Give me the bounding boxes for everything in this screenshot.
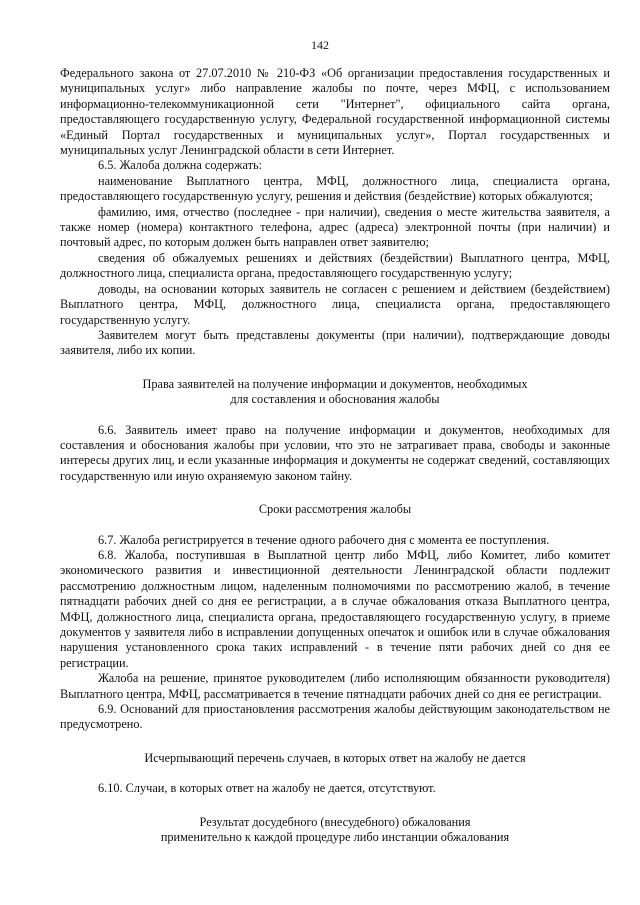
paragraph-list-item: наименование Выплатного центра, МФЦ, должностного лица, специалиста органа, предоставляющего государственную услугу, решения и действия (бездействие) которых обжалуются;: [60, 173, 610, 204]
paragraph-6-10: 6.10. Случаи, в которых ответ на жалобу не дается, отсутствуют.: [98, 781, 436, 796]
paragraph-list-item: доводы, на основании которых заявитель не согласен с решением и действием (бездействием) Выплатного центра, МФЦ, должностного лица, специалиста органа, предоставляющего государственную услугу.: [60, 281, 610, 327]
paragraph-6-8: 6.8. Жалоба, поступившая в Выплатной центр либо МФЦ, либо Комитет, либо комитет экономического развития и инвестиционной деятельности Ленинградской области подлежит рассмотрению должностным лицом, наделенным полномочиями по рассмотрению жалоб, в течение пятнадцати рабочих дней со дня ее регистрации, а в случае обжалования отказа Выплатного центра, МФЦ, должностного лица, специалиста органа, предоставляющего государственную услугу, в приеме документов у заявителя либо в исправлении допущенных опечаток и ошибок или в случае обжалования нарушения установленного срока таких исправлений - в течение пяти рабочих дней со дня ее регистрации.: [60, 547, 610, 670]
section-heading-terms: Сроки рассмотрения жалобы: [258, 502, 412, 517]
paragraph-documents: Заявителем могут быть представлены документы (при наличии), подтверждающие доводы заявителя, либо их копии.: [60, 327, 610, 358]
heading-line: Результат досудебного (внесудебного) обжалования: [199, 814, 471, 829]
section-heading-rights: [60, 377, 610, 408]
section-heading-result: [60, 815, 610, 846]
paragraph-intro: Федерального закона от 27.07.2010 № 210-ФЗ «Об организации предоставления государственных и муниципальных услуг» либо направление жалобы по почте, через МФЦ, с использованием информационно-телекоммуникационной сети "Интернет", официального сайта органа, предоставляющего государственную услугу, Федеральной государственной информационной системы «Единый Портал государственных и муниципальных услуг», Портал государственных и муниципальных услуг Ленинградской области в сети Интернет.: [60, 66, 610, 158]
paragraph-list-item: сведения об обжалуемых решениях и действиях (бездействии) Выплатного центра, МФЦ, должностного лица, специалиста органа, предоставляющего государственную услугу;: [60, 250, 610, 281]
paragraph-6-9: 6.9. Оснований для приостановления рассмотрения жалобы действующим законодательством не предусмотрено.: [60, 702, 610, 732]
section-heading-exhaustive: Исчерпывающий перечень случаев, в которых ответ на жалобу не дается: [144, 750, 526, 765]
paragraph-decision: Жалоба на решение, принятое руководителем (либо исполняющим обязанности руководителя) Выплатного центра, МФЦ, рассматривается в течение пятнадцати рабочих дней со дня ее регистрации.: [60, 671, 610, 701]
page-number: 142: [311, 38, 329, 52]
heading-line: Права заявителей на получение информации и документов, необходимых: [142, 376, 528, 391]
heading-line: для составления и обоснования жалобы: [230, 392, 440, 407]
paragraph-list-item: фамилию, имя, отчество (последнее - при наличии), сведения о месте жительства заявителя, а также номер (номера) контактного телефона, адрес (адреса) электронной почты (при наличии) и почтовый адрес, по которым должен быть направлен ответ заявителю;: [60, 204, 610, 250]
paragraph-6-6: 6.6. Заявитель имеет право на получение информации и документов, необходимых для составления и обоснования жалобы при условии, что это не затрагивает права, свободы и законные интересы других лиц, и если указанные информация и документы не содержат сведений, составляющих государственную или иную охраняемую законом тайну.: [60, 422, 610, 483]
paragraph-6-5: 6.5. Жалоба должна содержать:: [98, 158, 263, 173]
paragraph-6-7: 6.7. Жалоба регистрируется в течение одного рабочего дня с момента ее поступления.: [98, 532, 550, 547]
document-body: [60, 66, 610, 845]
heading-line: применительно к каждой процедуре либо инстанции обжалования: [160, 830, 510, 845]
